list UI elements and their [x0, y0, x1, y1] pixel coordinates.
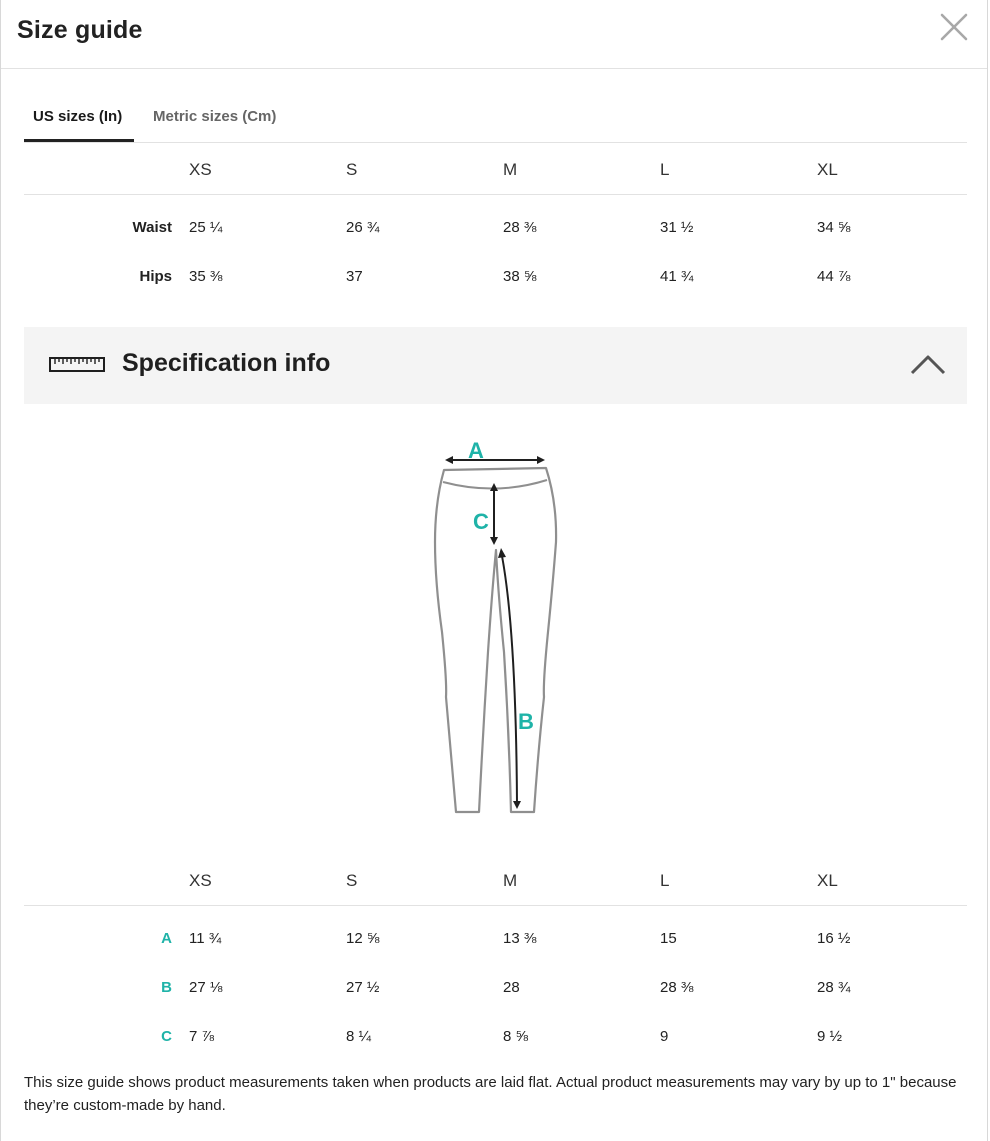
- diagram-label-b: B: [518, 709, 534, 734]
- row-label-b: B: [161, 979, 172, 996]
- leggings-measurement-diagram: [426, 432, 566, 822]
- size-header-xs: XS: [189, 871, 212, 890]
- body-measurements-table: [24, 143, 967, 293]
- table-row: [24, 915, 967, 964]
- table-cell: 11 ¾: [189, 930, 222, 947]
- table-cell: 8 ¼: [346, 1028, 372, 1045]
- size-header-xl: XL: [817, 871, 838, 890]
- table-cell: 38 ⅝: [503, 268, 537, 285]
- table-cell: 28 ¾: [817, 979, 851, 996]
- table-row: [24, 1013, 967, 1062]
- table-cell: 7 ⅞: [189, 1028, 215, 1045]
- table-cell: 26 ¾: [346, 219, 380, 236]
- table-cell: 27 ⅛: [189, 979, 223, 996]
- table-header-row: [24, 854, 967, 906]
- row-label-hips: Hips: [139, 268, 172, 285]
- specification-table: [24, 854, 967, 1054]
- table-cell: 27 ½: [346, 979, 380, 996]
- table-cell: 35 ⅜: [189, 268, 223, 285]
- table-cell: 8 ⅝: [503, 1028, 529, 1045]
- diagram-label-a: A: [468, 438, 484, 463]
- specification-info-toggle[interactable]: [24, 327, 967, 404]
- table-cell: 31 ½: [660, 219, 694, 236]
- table-cell: 13 ⅜: [503, 930, 537, 947]
- size-guide-footnote: This size guide shows product measurements taken when products are laid flat. Actual product measurements may vary by up to 1" because they’re custom-made by hand.: [24, 1074, 957, 1114]
- modal-header: [1, 0, 987, 69]
- size-header-l: L: [660, 871, 670, 890]
- table-cell: 28 ⅜: [503, 219, 537, 236]
- size-header-s: S: [346, 871, 358, 890]
- close-icon: [937, 10, 971, 44]
- diagram-label-c: C: [473, 509, 489, 534]
- table-cell: 15: [660, 930, 677, 947]
- table-cell: 44 ⅞: [817, 268, 851, 285]
- table-cell: 12 ⅝: [346, 930, 380, 947]
- table-row: [24, 253, 967, 302]
- ruler-icon: [49, 356, 105, 373]
- chevron-up-icon: [910, 353, 946, 377]
- table-cell: 16 ½: [817, 930, 851, 947]
- unit-tabs: [24, 96, 967, 143]
- table-cell: 28 ⅜: [660, 979, 694, 996]
- table-cell: 34 ⅝: [817, 219, 851, 236]
- size-header-s: S: [346, 160, 358, 179]
- table-cell: 28: [503, 979, 520, 996]
- size-header-xl: XL: [817, 160, 838, 179]
- row-label-a: A: [161, 930, 172, 947]
- size-header-m: M: [503, 871, 518, 890]
- table-cell: 25 ¼: [189, 219, 223, 236]
- table-header-row: [24, 143, 967, 195]
- tab-us-sizes[interactable]: US sizes (In): [24, 108, 134, 142]
- close-button[interactable]: [937, 10, 971, 44]
- size-header-m: M: [503, 160, 518, 179]
- size-header-l: L: [660, 160, 670, 179]
- size-header-xs: XS: [189, 160, 212, 179]
- row-label-c: C: [161, 1028, 172, 1045]
- table-cell: 41 ¾: [660, 268, 694, 285]
- table-cell: 9 ½: [817, 1028, 843, 1045]
- table-row: [24, 964, 967, 1013]
- row-label-waist: Waist: [132, 219, 172, 236]
- specification-info-title: Specification info: [122, 349, 331, 377]
- table-cell: 37: [346, 268, 363, 285]
- tab-metric-sizes[interactable]: Metric sizes (Cm): [153, 108, 277, 125]
- table-row: [24, 204, 967, 253]
- modal-title: Size guide: [17, 16, 143, 44]
- table-cell: 9: [660, 1028, 669, 1045]
